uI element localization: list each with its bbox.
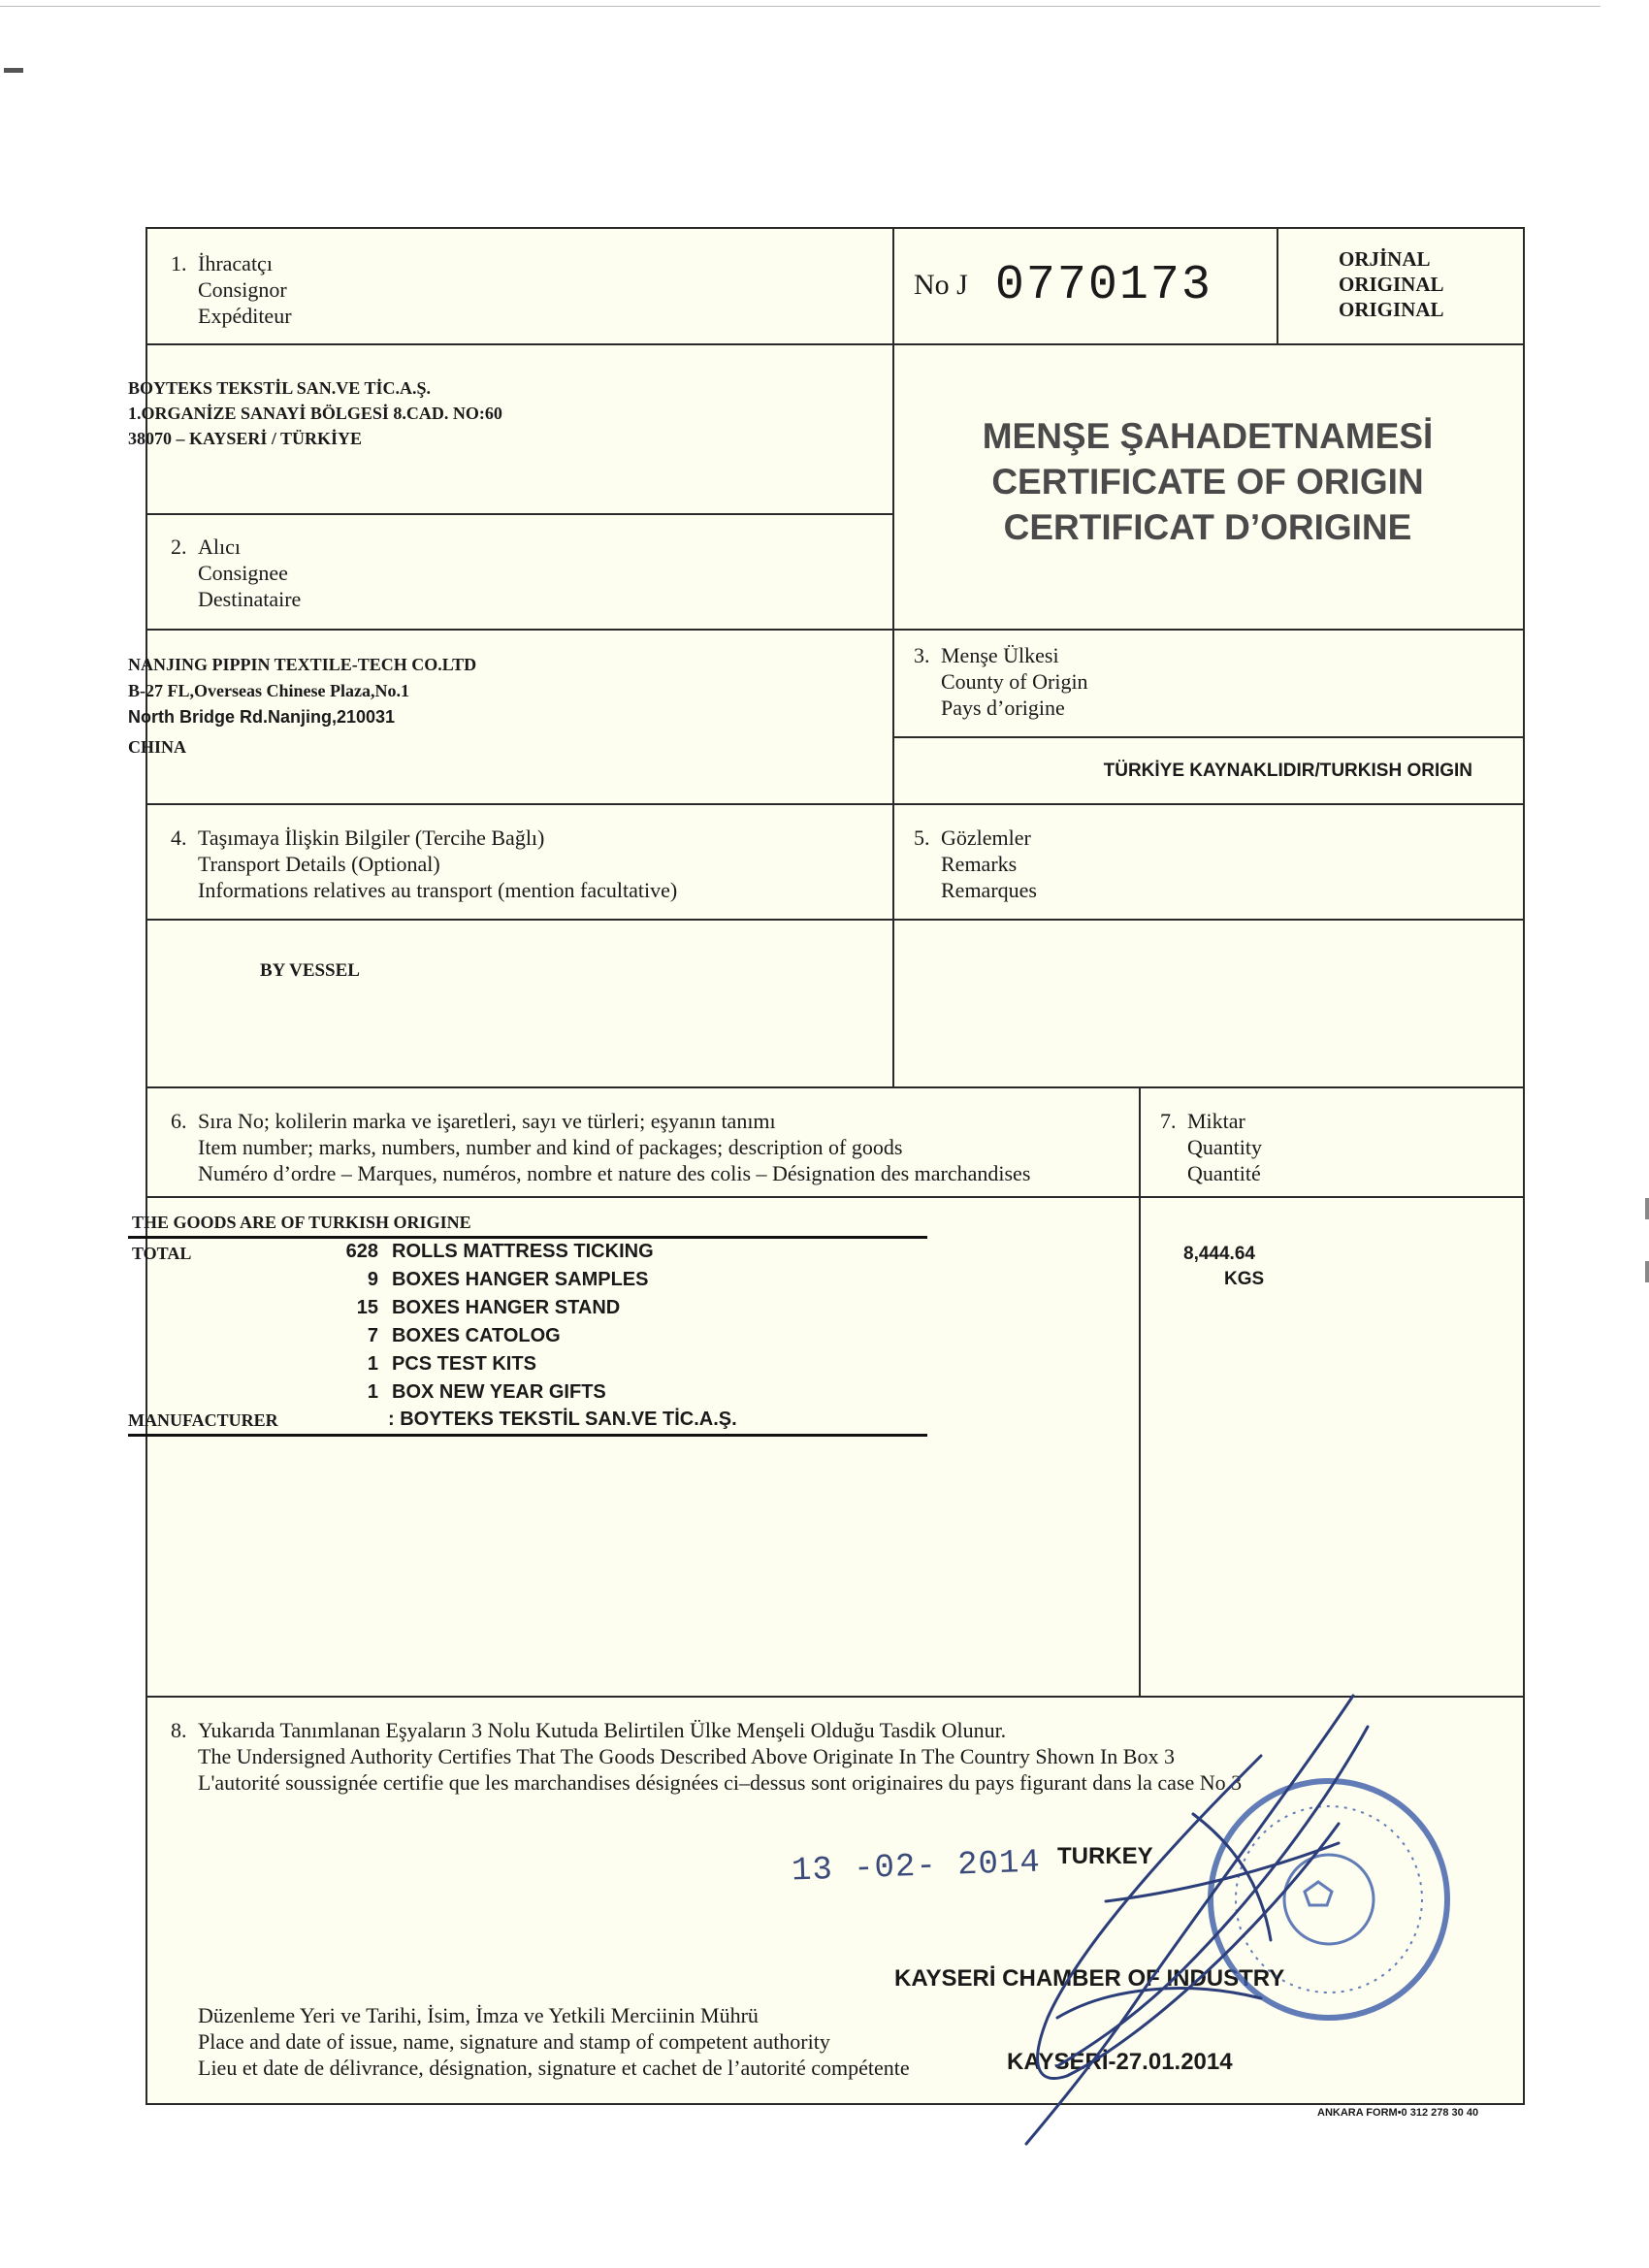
box5-label: 5. Gözlemler Remarks Remarques [914, 826, 1037, 902]
quantity-unit: KGS [1224, 1269, 1265, 1289]
box4-label: 4. Taşımaya İlişkin Bilgiler (Tercihe Bağlı) Transport Details (Optional) Informations relatives au transport (mention facultative) [171, 826, 678, 902]
box8-declaration: 8. Yukarıda Tanımlanan Eşyaların 3 Nolu Kutuda Belirtilen Ülke Menşeli Olduğu Tasdik Olunur. The Undersigned Authority Certifies That The Goods Described Above Originate In The Country Shown In Box 3 L'autorité soussignée certifie que les marchandises désignées ci–dessus sont originaires du pays figurant dans la case No 3 [171, 1718, 1243, 1795]
box3-label: 3. Menşe Ülkesi County of Origin Pays d’origine [914, 643, 1088, 720]
goods-heading: THE GOODS ARE OF TURKISH ORIGINE [132, 1213, 471, 1232]
authority-name: KAYSERİ CHAMBER OF INDUSTRY [894, 1965, 1285, 1992]
goods-item: 9 BOXES HANGER SAMPLES [367, 1269, 649, 1290]
goods-total-label: TOTAL [132, 1244, 192, 1263]
consignee-line: CHINA [128, 737, 187, 757]
origin-country-value: TÜRKİYE KAYNAKLIDIR/TURKISH ORIGIN [1103, 761, 1472, 781]
document-title: MENŞE ŞAHADETNAMESİ CERTIFICATE OF ORIGIN CERTIFICAT D’ORIGINE [982, 416, 1434, 547]
consignee-line: NANJING PIPPIN TEXTILE-TECH CO.LTD [128, 655, 477, 674]
signature-icon [1026, 1696, 1368, 2144]
box1-label: 1. İhracatçı Consignor Expéditeur [171, 251, 292, 328]
transport-value: BY VESSEL [260, 960, 360, 981]
box2-label: 2. Alıcı Consignee Destinataire [171, 535, 302, 611]
issue-place-date: KAYSERİ-27.01.2014 [1007, 2049, 1233, 2075]
issue-place-label: Düzenleme Yeri ve Tarihi, İsim, İmza ve Yetkili Merciinin Mührü Place and date of issue, name, signature and stamp of competent authority Lieu et date de délivrance, désignation, signature et cachet de l’autorité compétente [198, 2003, 910, 2080]
goods-item: 7 BOXES CATOLOG [367, 1325, 561, 1346]
quantity-value: 8,444.64 [1183, 1244, 1255, 1264]
consignor-line: 1.ORGANİZE SANAYİ BÖLGESİ 8.CAD. NO:60 [128, 404, 502, 423]
box7-label: 7. Miktar Quantity Quantité [1160, 1109, 1262, 1185]
box6-label: 6. Sıra No; kolilerin marka ve işaretleri, sayı ve türleri; eşyanın tanımı Item number; marks, numbers, number and kind of packages; description of goods Numéro d’ordre – Marques, numéros, nombre et nature des colis – Désignation des marchandises [171, 1109, 1031, 1185]
goods-item: 15 BOXES HANGER STAND [356, 1297, 621, 1318]
consignor-line: 38070 – KAYSERİ / TÜRKİYE [128, 429, 363, 448]
consignee-line: North Bridge Rd.Nanjing,210031 [128, 707, 396, 727]
goods-item: 1 BOX NEW YEAR GIFTS [367, 1381, 606, 1403]
certificate-number: No J 0770173 [914, 258, 1212, 313]
consignee-line: B-27 FL,Overseas Chinese Plaza,No.1 [128, 681, 409, 700]
goods-item: 1 PCS TEST KITS [367, 1353, 536, 1375]
handwritten-date: 13 -02- 2014 [791, 1844, 1042, 1891]
manufacturer-label: MANUFACTURER [128, 1410, 278, 1430]
manufacturer-value: : BOYTEKS TEKSTİL SAN.VE TİC.A.Ş. [388, 1409, 737, 1430]
original-label: ORJİNAL ORIGINAL ORIGINAL [1339, 247, 1444, 321]
consignor-line: BOYTEKS TEKSTİL SAN.VE TİC.A.Ş. [128, 378, 431, 398]
form-printer-note: ANKARA FORM•0 312 278 30 40 [1317, 2107, 1479, 2119]
country-stamp: TURKEY [1057, 1843, 1153, 1869]
goods-item: 628 ROLLS MATTRESS TICKING [345, 1241, 654, 1262]
